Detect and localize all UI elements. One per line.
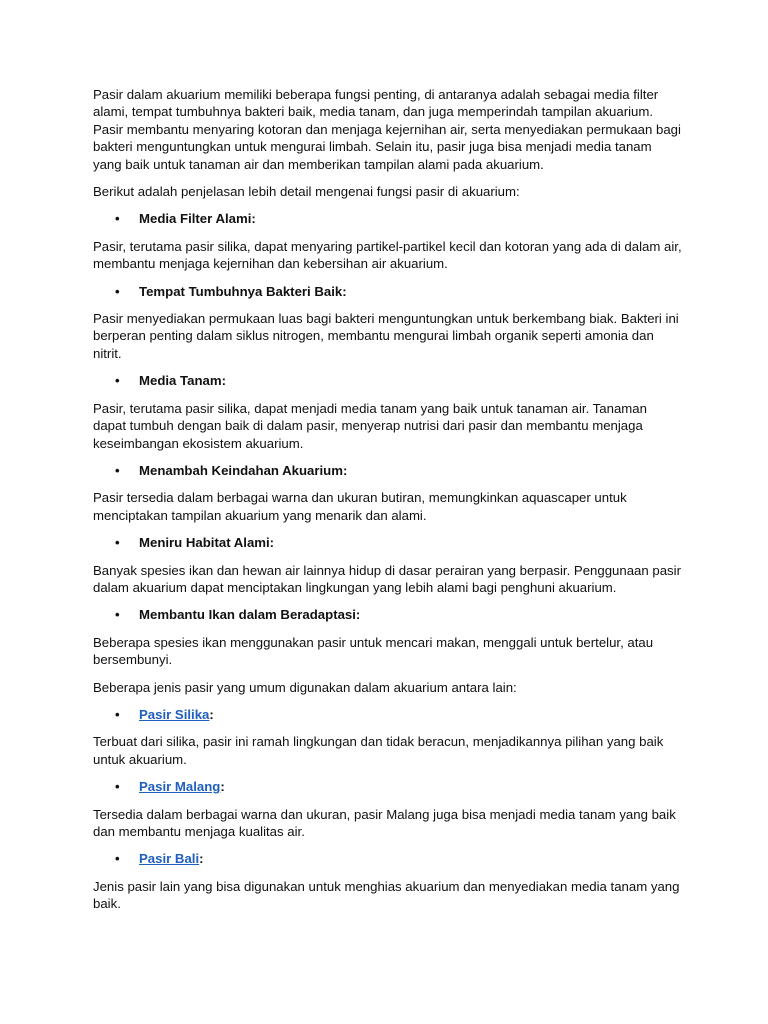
function-description: Pasir, terutama pasir silika, dapat menjadi media tanam yang baik untuk tanaman air. Tanaman dapat tumbuh dengan baik di dalam pasir, menyerap nutrisi dari pasir dan membantu menjaga keseimbangan ekosistem akuarium. bbox=[93, 400, 647, 451]
function-bullet-bakteri bbox=[93, 283, 683, 300]
pasir-silika-link[interactable]: Pasir Silika bbox=[139, 706, 210, 722]
bullet-icon: • bbox=[115, 283, 120, 299]
function-heading: Meniru Habitat Alami: bbox=[139, 535, 275, 551]
types-lead-paragraph: Beberapa jenis pasir yang umum digunakan dalam akuarium antara lain: bbox=[93, 679, 517, 695]
sand-type-description: Terbuat dari silika, pasir ini ramah lingkungan dan tidak beracun, menjadikannya pilihan yang baik untuk akuarium. bbox=[93, 734, 664, 767]
sand-type-bullet-bali bbox=[93, 850, 683, 867]
bullet-icon: • bbox=[115, 373, 120, 389]
sand-type-bullet-malang bbox=[93, 778, 683, 795]
bullet-icon: • bbox=[115, 211, 120, 227]
heading-colon: : bbox=[220, 779, 225, 795]
function-heading: Media Tanam: bbox=[139, 373, 226, 389]
lead-paragraph: Berikut adalah penjelasan lebih detail mengenai fungsi pasir di akuarium: bbox=[93, 184, 520, 200]
function-description: Banyak spesies ikan dan hewan air lainnya hidup di dasar perairan yang berpasir. Penggunaan pasir dalam akuarium dapat menciptakan lingkungan yang lebih alami bagi penghuni akuarium. bbox=[93, 562, 681, 595]
function-bullet-media-filter bbox=[93, 210, 683, 227]
function-heading: Membantu Ikan dalam Beradaptasi: bbox=[139, 607, 361, 623]
function-bullet-adaptasi bbox=[93, 606, 683, 623]
function-bullet-media-tanam bbox=[93, 372, 683, 389]
bullet-icon: • bbox=[115, 607, 120, 623]
bullet-icon: • bbox=[115, 462, 120, 478]
function-bullet-keindahan bbox=[93, 462, 683, 479]
function-heading: Media Filter Alami: bbox=[139, 211, 256, 227]
pasir-malang-link[interactable]: Pasir Malang bbox=[139, 779, 221, 795]
function-description: Beberapa spesies ikan menggunakan pasir untuk mencari makan, menggali untuk bertelur, atau bersembunyi. bbox=[93, 634, 654, 668]
sand-type-description: Tersedia dalam berbagai warna dan ukuran, pasir Malang juga bisa menjadi media tanam yang baik dan membantu menjaga kualitas air. bbox=[93, 806, 676, 839]
pasir-bali-link[interactable]: Pasir Bali bbox=[139, 851, 200, 867]
function-bullet-habitat bbox=[93, 534, 683, 551]
heading-colon: : bbox=[199, 851, 204, 867]
function-description: Pasir tersedia dalam berbagai warna dan ukuran butiran, memungkinkan aquascaper untuk menciptakan tampilan akuarium yang menarik dan alami. bbox=[93, 490, 627, 523]
function-description: Pasir menyediakan permukaan luas bagi bakteri menguntungkan untuk berkembang biak. Bakteri ini berperan penting dalam siklus nitrogen, membantu mengurai limbah organik seperti amonia dan nitrit. bbox=[93, 311, 679, 361]
document-body bbox=[93, 86, 683, 923]
bullet-icon: • bbox=[115, 535, 120, 551]
function-description: Pasir, terutama pasir silika, dapat menyaring partikel-partikel kecil dan kotoran yang ada di dalam air, membantu menjaga kejernihan dan kebersihan air akuarium. bbox=[93, 238, 682, 272]
bullet-icon: • bbox=[115, 779, 120, 795]
sand-type-bullet-silika bbox=[93, 706, 683, 723]
bullet-icon: • bbox=[115, 706, 120, 722]
heading-colon: : bbox=[209, 706, 214, 722]
function-heading: Menambah Keindahan Akuarium: bbox=[139, 462, 348, 478]
bullet-icon: • bbox=[115, 851, 120, 867]
function-heading: Tempat Tumbuhnya Bakteri Baik: bbox=[139, 283, 347, 299]
intro-paragraph: Pasir dalam akuarium memiliki beberapa fungsi penting, di antaranya adalah sebagai media filter alami, tempat tumbuhnya bakteri baik, media tanam, dan juga memperindah tampilan akuarium. Pasir membantu menyaring kotoran dan menjaga kejernihan air, serta menyediakan permukaan bagi bakteri menguntungkan untuk mengurai limbah. Selain itu, pasir juga bisa menjadi media tanam yang baik untuk tanaman air dan memberikan tampilan alami pada akuarium. bbox=[93, 87, 681, 172]
sand-type-description: Jenis pasir lain yang bisa digunakan untuk menghias akuarium dan menyediakan media tanam yang baik. bbox=[93, 878, 680, 912]
